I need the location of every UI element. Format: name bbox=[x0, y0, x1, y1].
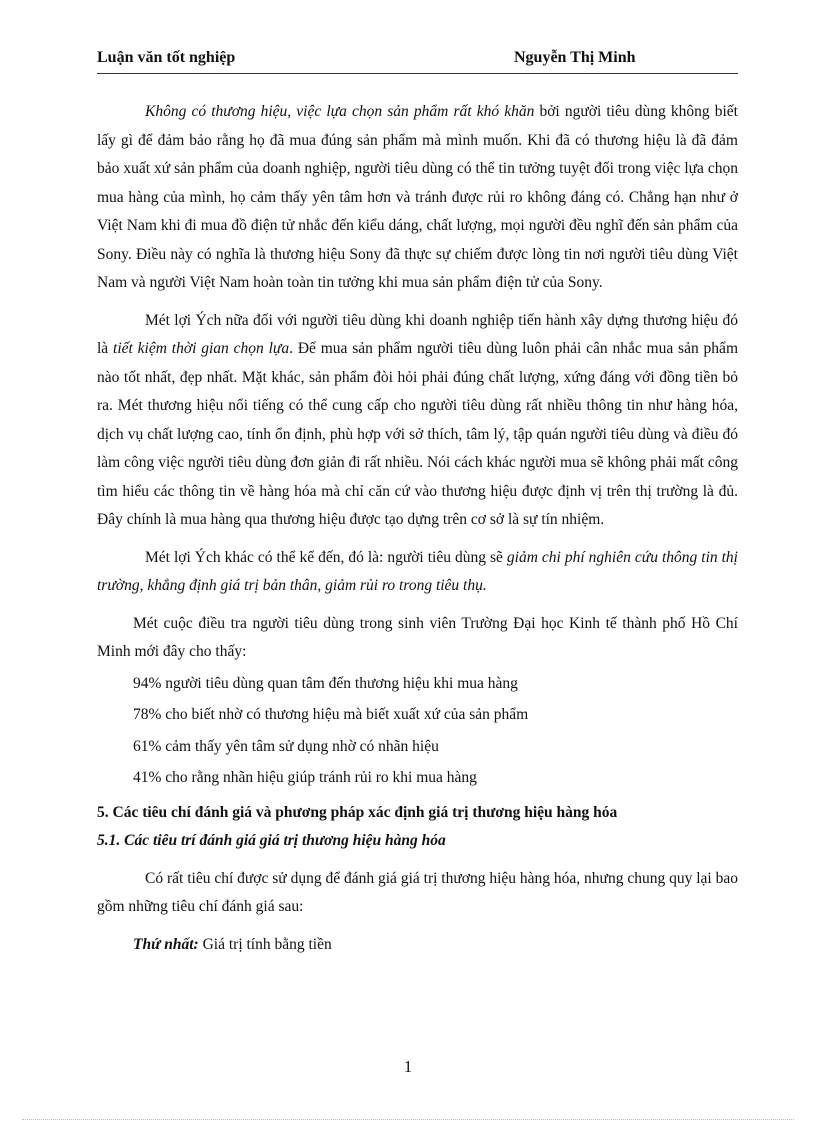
paragraph-text: . Để mua sản phẩm người tiêu dùng luôn phải cân nhắc mua sản phẩm nào tốt nhất, đẹp nhất. Mặt khác, sản phẩm đòi hỏi phải đúng chất lượng, xứng đáng với đồng tiền bỏ ra. Mét thương hiệu nổi tiếng có thể cung cấp cho người tiêu dùng rất nhiều thông tin như hàng hóa, dịch vụ chất lượng cao, tính ổn định, phù hợp với sở thích, tâm lý, tập quán người tiêu dùng và điều đó làm công việc người tiêu dùng đơn giản đi rất nhiều. Nói cách khác người mua sẽ không phải mất công tìm hiểu các thông tin về hàng hóa mà chỉ căn cứ vào thương hiệu được định vị trên thị trường là đủ. Đây chính là mua hàng qua thương hiệu được tạo dựng trên cơ sở là sự tín nhiệm. bbox=[97, 340, 738, 528]
subsection-heading: 5.1. Các tiêu trí đánh giá giá trị thương hiệu hàng hóa bbox=[97, 832, 446, 849]
page-number: 1 bbox=[403, 1057, 413, 1076]
paragraph-text: bởi người tiêu dùng không biết lấy gì để đảm bảo rằng họ đã mua đúng sản phẩm mà mình muốn. Khi đã có thương hiệu là đã đảm bảo xuất xứ sản phẩm của doanh nghiệp, người tiêu dùng có thể tin tưởng tuyệt đối trong việc lựa chọn mua hàng của mình, họ cảm thấy yên tâm hơn và tránh được rủi ro không đáng có. Chẳng hạn như ở Việt Nam khi đi mua đồ điện tử nhắc đến kiểu dáng, chất lượng, mọi người đều nghĩ đến sản phẩm của Sony. Điều này có nghĩa là thương hiệu Sony đã thực sự chiếm được lòng tin nơi người tiêu dùng Việt Nam và người Việt Nam hoàn toàn tin tưởng khi mua sản phẩm điện tử của Sony. bbox=[97, 103, 738, 291]
emphasis-text: Không có thương hiệu, việc lựa chọn sản phẩm rất khó khăn bbox=[145, 103, 535, 120]
criteria-first bbox=[97, 931, 738, 960]
criteria-text: Giá trị tính bằng tiền bbox=[198, 935, 332, 953]
document-title: Luận văn tốt nghiệp bbox=[97, 49, 236, 66]
paragraph-criteria-intro: Có rất tiêu chí được sử dụng để đánh giá giá trị thương hiệu hàng hóa, nhưng chung quy lại bao gồm những tiêu chí đánh giá sau: bbox=[97, 869, 738, 915]
footer-divider bbox=[22, 1119, 794, 1120]
survey-item: 94% người tiêu dùng quan tâm đến thương hiệu khi mua hàng bbox=[133, 674, 518, 692]
author-name: Nguyễn Thị Minh bbox=[514, 49, 636, 66]
survey-item: 78% cho biết nhờ có thương hiệu mà biết xuất xứ của sản phẩm bbox=[133, 706, 529, 723]
emphasis-text: tiết kiệm thời gian chọn lựa bbox=[113, 340, 290, 357]
paragraph-survey-intro: Mét cuộc điều tra người tiêu dùng trong sinh viên Trường Đại học Kinh tế thành phố Hồ Chí Minh mới đây cho thấy: bbox=[97, 614, 738, 660]
paragraph-text: Mét lợi Ých nữa đối với người tiêu dùng khi doanh nghiệp tiến hành xây dựng thương hiệu đó là bbox=[97, 311, 738, 357]
survey-item: 41% cho rằng nhãn hiệu giúp tránh rủi ro khi mua hàng bbox=[133, 769, 477, 786]
paragraph-brand-choice bbox=[97, 98, 738, 298]
paragraph-text: Mét lợi Ých khác có thể kể đến, đó là: người tiêu dùng sẽ bbox=[145, 548, 507, 566]
criteria-label: Thứ nhất: bbox=[133, 935, 199, 953]
emphasis-text: giảm chi phí nghiên cứu thông tin thị trường, khẳng định giá trị bản thân, giảm rủi ro trong tiêu thụ. bbox=[97, 548, 738, 594]
survey-item: 61% cảm thấy yên tâm sử dụng nhờ có nhãn hiệu bbox=[133, 737, 439, 755]
document-body bbox=[97, 98, 738, 959]
section-heading: 5. Các tiêu chí đánh giá và phương pháp xác định giá trị thương hiệu hàng hóa bbox=[97, 803, 618, 821]
paragraph-other-benefits bbox=[97, 544, 738, 601]
page-header bbox=[97, 49, 738, 74]
paragraph-time-saving bbox=[97, 307, 738, 535]
